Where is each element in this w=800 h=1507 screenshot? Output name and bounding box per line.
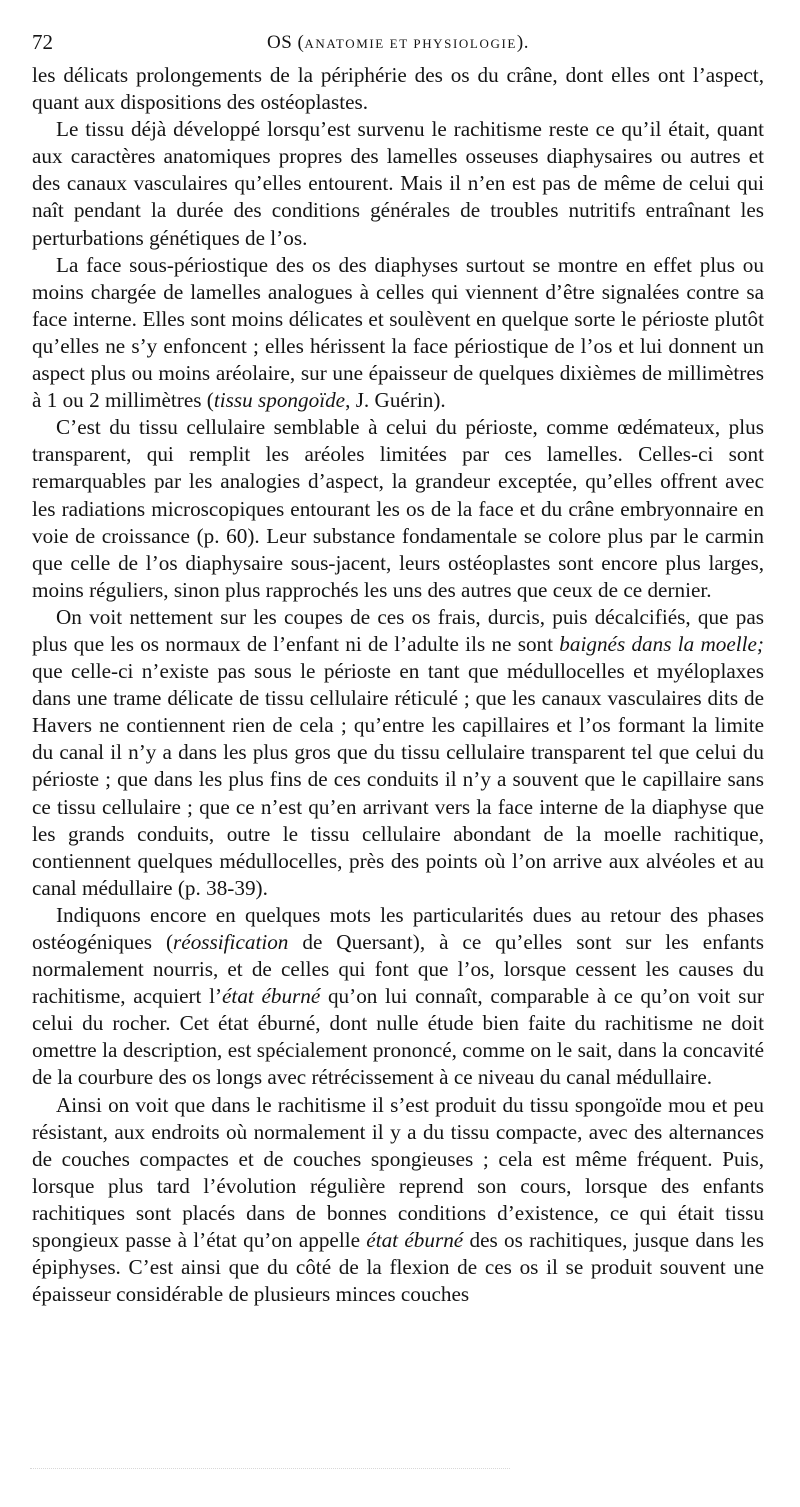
paragraph-7-text-a: Ainsi on voit que dans le rachitisme il s’est produit du tissu spongoïde mou et peu résistant, aux endroits où normalement il y a du tissu compacte, avec des alternances de couches compactes et de couches spongieuses ; cela est même fréquent. Puis, lorsque plus tard l’évolution régulière reprend son cours, lorsque des enfants rachitiques sont placés dans de bonnes conditions d’existence, ce qui était tissu spongieux passe à l’état qu’on appelle [32,1092,764,1253]
paragraph-6 [32,902,764,1092]
running-title-paren-open: ( [297,32,305,53]
paragraph-3-text-a: La face sous-périostique des os des diaphyses surtout se montre en effet plus ou moins chargée de lamelles analogues à celles qui viennent d’être signalées contre sa face interne. Elles sont moins délicates et soulèvent en quelque sorte le périoste plutôt qu’elles ne s’y enfoncent ; elles hérissent la face périostique de l’os et lui donnent un aspect plus ou moins aréolaire, sur une épaisseur de quelques dixièmes de millimètres à 1 ou 2 millimètres ( [32,252,764,413]
paragraph-3-text-b: , J. Guérin). [345,388,446,413]
paragraph-6-text-b: de Quersant), à ce qu’elles sont sur les enfants normalement nourris, et de celles qui font que l’os, lorsque cessent les causes du rachitisme, acquiert l’ [32,930,764,1009]
running-title-subtitle: ANATOMIE ET PHYSIOLOGIE [304,36,517,51]
page [32,28,764,1308]
paragraph-6-italic-term-1: réossification [173,930,289,954]
scan-specks [30,1468,510,1475]
running-head [32,28,764,62]
paragraph-7-text-b: des os rachitiques, jusque dans les épiphyses. C’est ainsi que du côté de la flexion de ces os il se produit souvent une épaisseur considérable de plusieurs minces couches [32,1228,764,1307]
paragraph-5 [32,604,764,902]
paragraph-7 [32,1092,764,1309]
paragraph-7-italic-term: état éburné [366,1228,464,1253]
paragraph-5-text-b: que celle-ci n’existe pas sous le périoste en tant que médullocelles et myéloplaxes dans une trame délicate de tissu cellulaire réticulé ; que les canaux vasculaires dits de Havers ne contiennent rien de cela ; qu’entre les capillaires et l’os formant la limite du canal il n’y a dans les plus gros que du tissu cellulaire transparent tel que celui du périoste ; que dans les plus fins de ces conduits il n’y a souvent que le capillaire sans ce tissu cellulaire ; que ce n’est qu’en arrivant vers la face interne de la diaphyse que les grands conduits, outre le tissu cellulaire abondant de la moelle rachitique, contiennent quelques médullocelles, près des points où l’on arrive aux alvéoles et au canal médullaire (p. 38-39). [32,659,764,900]
running-title-paren-close: ). [516,32,529,53]
body-text [32,62,764,1308]
paragraph-6-text-a: Indiquons encore en quelques mots les particularités dues au retour des phases ostéogéniques ( [32,902,764,954]
paragraph-2 [32,116,764,251]
paragraph-5-italic-phrase: baignés dans la moelle; [559,631,764,656]
paragraph-6-italic-term-2: état éburné [222,984,321,1009]
paragraph-6-text-c: qu’on lui connaît, comparable à ce qu’on voit sur celui du rocher. Cet état éburné, dont nulle étude bien faite du rachitisme ne doit omettre la description, est spécialement prononcé, comme on le sait, dans la concavité de la courbure des os longs avec rétrécissement à ce niveau du canal médullaire. [32,984,764,1090]
paragraph-4-text: C’est du tissu cellulaire semblable à celui du périoste, comme œdémateux, plus transparent, qui remplit les aréoles limitées par ces lamelles. Celles-ci sont remarquables par les analogies d’aspect, la grandeur exceptée, qu’elles offrent avec les radiations microscopiques entourant les os de la face et du crâne embryonnaire en voie de croissance (p. 60). Leur substance fondamentale se colore plus par le carmin que celle de l’os diaphysaire sous-jacent, leurs ostéoplastes sont encore plus larges, moins réguliers, sinon plus rapprochés les uns des autres que ceux de ce dernier. [32,415,764,602]
paragraph-1-text: les délicats prolongements de la périphérie des os du crâne, dont elles ont l’aspect, quant aux dispositions des ostéoplastes. [32,63,764,115]
paragraph-2-text: Le tissu déjà développé lorsqu’est survenu le rachitisme reste ce qu’il était, quant aux caractères anatomiques propres des lamelles osseuses diaphysaires ou autres et des canaux vasculaires qu’elles entourent. Mais il n’en est pas de même de celui qui naît pendant la durée des conditions générales de troubles nutritifs entraînant les perturbations génétiques de l’os. [32,117,764,250]
paragraph-3 [32,252,764,415]
paragraph-3-italic-term: tissu spongoïde [213,388,346,413]
running-title [32,32,764,54]
page-number: 72 [32,30,53,54]
paragraph-1 [32,62,764,116]
paragraph-5-text-a: On voit nettement sur les coupes de ces os frais, durcis, puis décalcifiés, que pas plus que les os normaux de l’enfant ni de l’adulte ils ne sont [32,604,764,656]
paragraph-4 [32,414,764,604]
running-title-main: OS [267,32,293,53]
